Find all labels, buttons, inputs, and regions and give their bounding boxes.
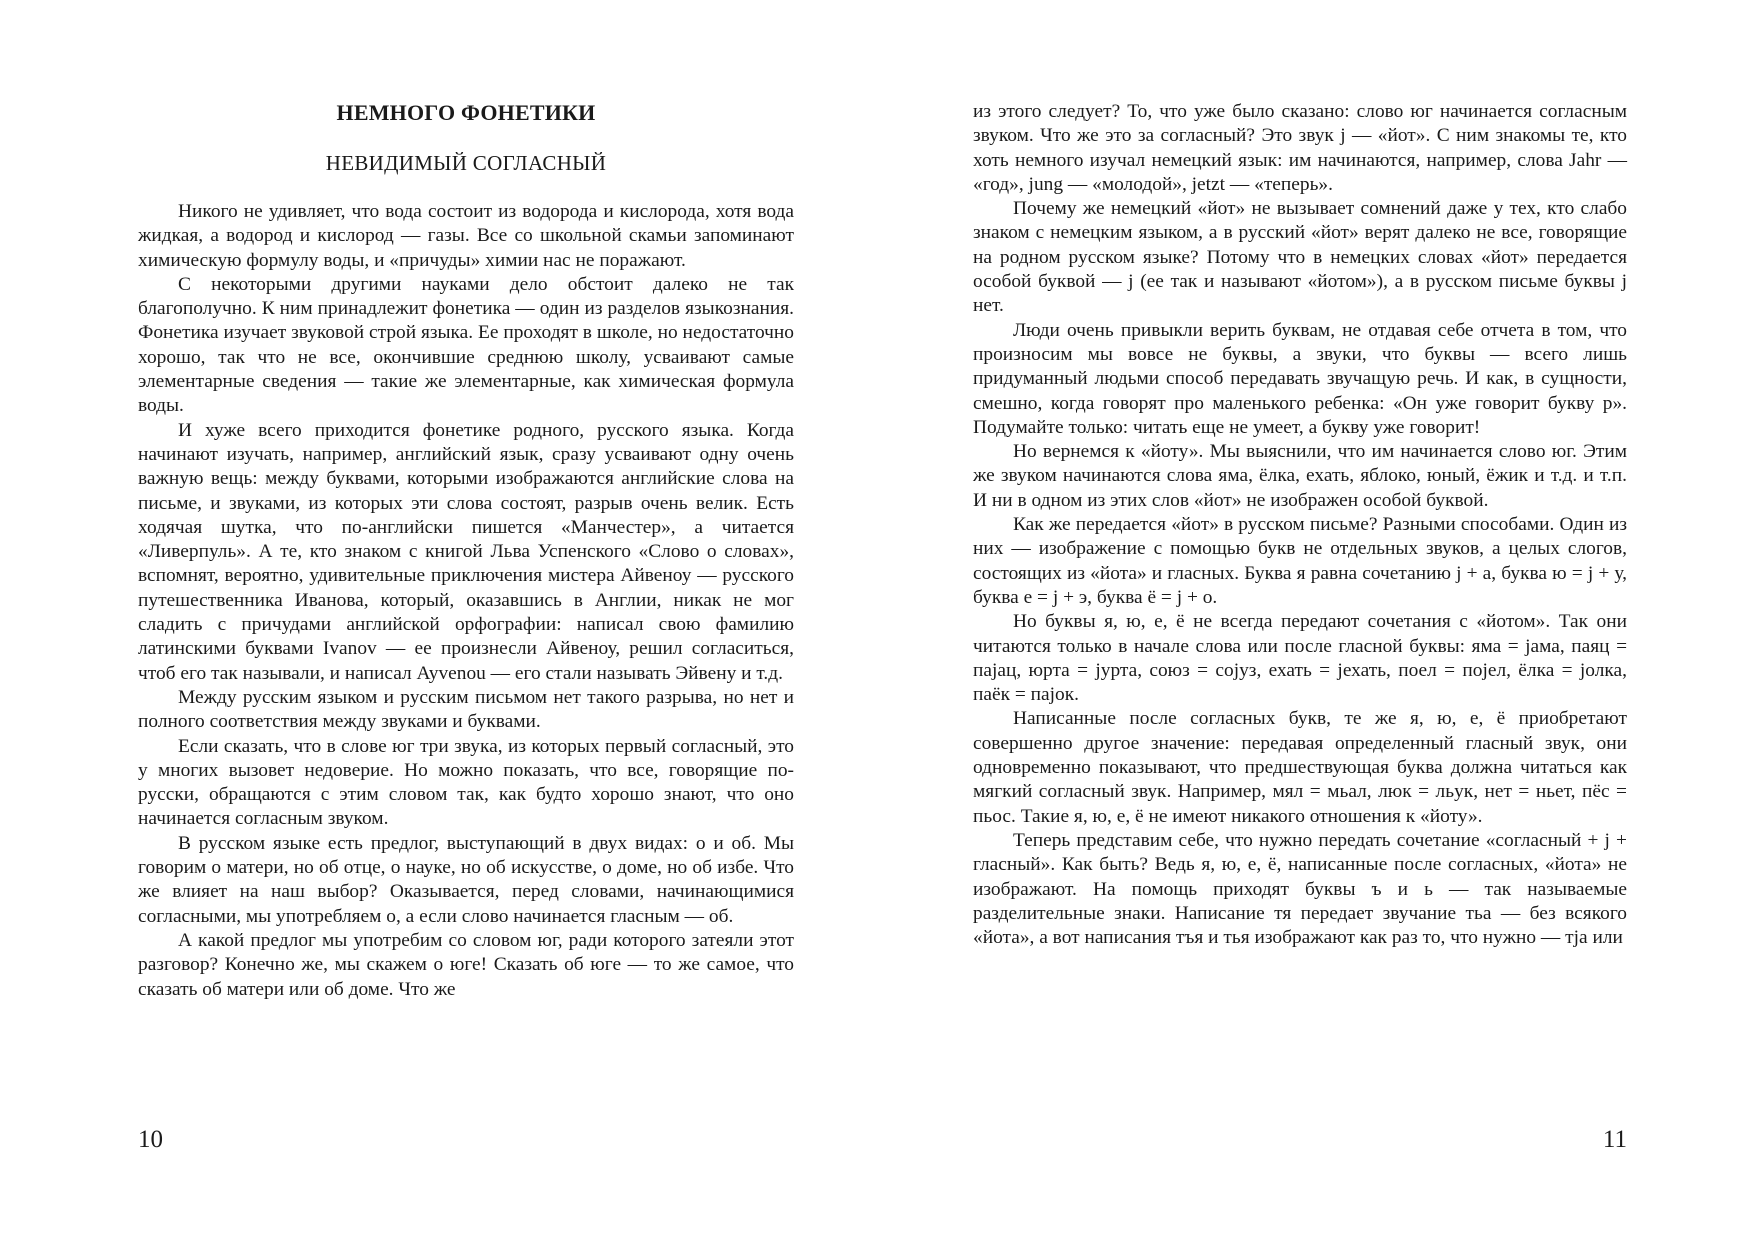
right-page [973,0,1627,1240]
left-page [138,0,794,1240]
paragraph: Люди очень привыкли верить буквам, не отдавая себе отчета в том, что произносим мы вовсе не буквы, а звуки, что буквы — всего лишь придуманный людьми способ передавать звучащую речь. И как, в сущности, смешно, когда говорят про маленького ребенка: «Он уже говорит букву р». Подумайте только: читать еще не умеет, а букву уже говорит! [973,319,1627,438]
paragraph: Как же передается «йот» в русском письме? Разными способами. Один из них — изображение с помощью букв не отдельных звуков, а целых слогов, состоящих из «йота» и гласных. Буква я равна сочетанию j + а, буква ю = j + у, буква е = j + э, буква ё = j + о. [973,514,1627,608]
paragraph: Но буквы я, ю, е, ё не всегда передают сочетания с «йотом». Так они читаются только в начале слова или после гласной буквы: яма = jама, паяц = паjац, юрта = jурта, союз = соjуз, ехать = jехать, поел = поjел, ёлка = jолка, паёк = паjок. [973,611,1627,706]
paragraph: Написанные после согласных букв, те же я, ю, е, ё приобретают совершенно другое значение: передавая определенный гласный звук, они одновременно показывают, что предшествующая буква должна читаться как мягкий согласный звук. Например, мял = мьал, люк = льук, нет = ньет, пёс = пьос. Такие я, ю, е, ё не имеют никакого отношения к «йоту». [973,708,1627,827]
paragraph: Между русским языком и русским письмом нет такого разрыва, но нет и полного соответствия между звуками и буквами. [138,686,794,733]
paragraph: Почему же немецкий «йот» не вызывает сомнений даже у тех, кто слабо знаком с немецким языком, а в русский «йот» верят далеко не все, говорящие на родном русском языке? Потому что в немецких словах «йот» передается особой буквой — j (ее так и называют «йотом»), а в русском письме буквы j нет. [973,198,1627,317]
page-number: 10 [138,1126,163,1153]
paragraph: В русском языке есть предлог, выступающий в двух видах: о и об. Мы говорим о матери, но об отце, о науке, но об искусстве, о доме, но об избе. Что же влияет на наш выбор? Оказывается, перед словами, начинающимися согласными, мы употребляем о, а если слово начинается гласным — об. [138,832,794,927]
paragraph: Теперь представим себе, что нужно передать сочетание «согласный + j + гласный». Как быть? Ведь я, ю, е, ё, написанные после согласных, «йота» не изображают. На помощь приходят буквы ъ и ь — так называемые разделительные знаки. Написание тя передает звучание тьа — без всякого «йота», а вот написания тъя и тья изображают как раз то, что нужно — тjа или [973,829,1627,949]
paragraph: Если сказать, что в слове юг три звука, из которых первый согласный, это у многих вызовет недоверие. Но можно показать, что все, говорящие по-русски, обращаются с этим словом так, как будто хорошо знают, что оно начинается согласным звуком. [138,735,794,830]
paragraph: Никого не удивляет, что вода состоит из водорода и кислорода, хотя вода жидкая, а водород и кислород — газы. Все со школьной скамьи запоминают химическую формулу воды, и «причуды» химии нас не поражают. [138,201,794,271]
chapter-title: НЕМНОГО ФОНЕТИКИ [336,100,596,125]
paragraph: А какой предлог мы употребим со словом юг, ради которого затеяли этот разговор? Конечно же, мы скажем о юге! Сказать об юге — то же самое, что сказать об матери или об доме. Что же [138,929,794,1000]
paragraph: Но вернемся к «йоту». Мы выяснили, что им начинается слово юг. Этим же звуком начинаются слова яма, ёлка, ехать, яблоко, юный, ёжик и т.д. и т.п. И ни в одном из этих слов «йот» не изображен особой буквой. [973,441,1627,511]
paragraph-continued: из этого следует? То, что уже было сказано: слово юг начинается согласным звуком. Что же это за согласный? Это звук j — «йот». С ним знакомы те, кто хоть немного изучал немецкий язык: им начинаются, например, слова Jahr — «год», jung — «молодой», jetzt — «теперь». [973,101,1627,195]
left-body-text [138,200,794,1002]
right-body-text [973,100,1627,950]
page-number: 11 [1602,1126,1627,1153]
paragraph: И хуже всего приходится фонетике родного, русского языка. Когда начинают изучать, например, английский язык, сразу усваивают одну очень важную вещь: между буквами, которыми изображаются английские слова на письме, и звуками, из которых эти слова состоят, разрыв очень велик. Есть ходячая шутка, что по-английски пишется «Манчестер», а читается «Ливерпуль». А те, кто знаком с книгой Льва Успенского «Слово о словах», вспомнят, вероятно, удивительные приключения мистера Айвеноу — русского путешественника Иванова, который, оказавшись в Англии, никак не мог сладить с причудами английской орфографии: написал свою фамилию латинскими буквами Ivanov — ее произнесли Айвеноу, решил согласиться, чтоб его так называли, и написал Ayvenou — его стали называть Эйвену и т.д. [138,419,794,684]
section-title: НЕВИДИМЫЙ СОГЛАСНЫЙ [325,151,607,175]
paragraph: С некоторыми другими науками дело обстоит далеко не так благополучно. К ним принадлежит фонетика — один из разделов языкознания. Фонетика изучает звуковой строй языка. Ее проходят в школе, но недостаточно хорошо, так что не все, окончившие среднюю школу, усваивают самые элементарные сведения — такие же элементарные, как химическая формула воды. [138,273,794,417]
